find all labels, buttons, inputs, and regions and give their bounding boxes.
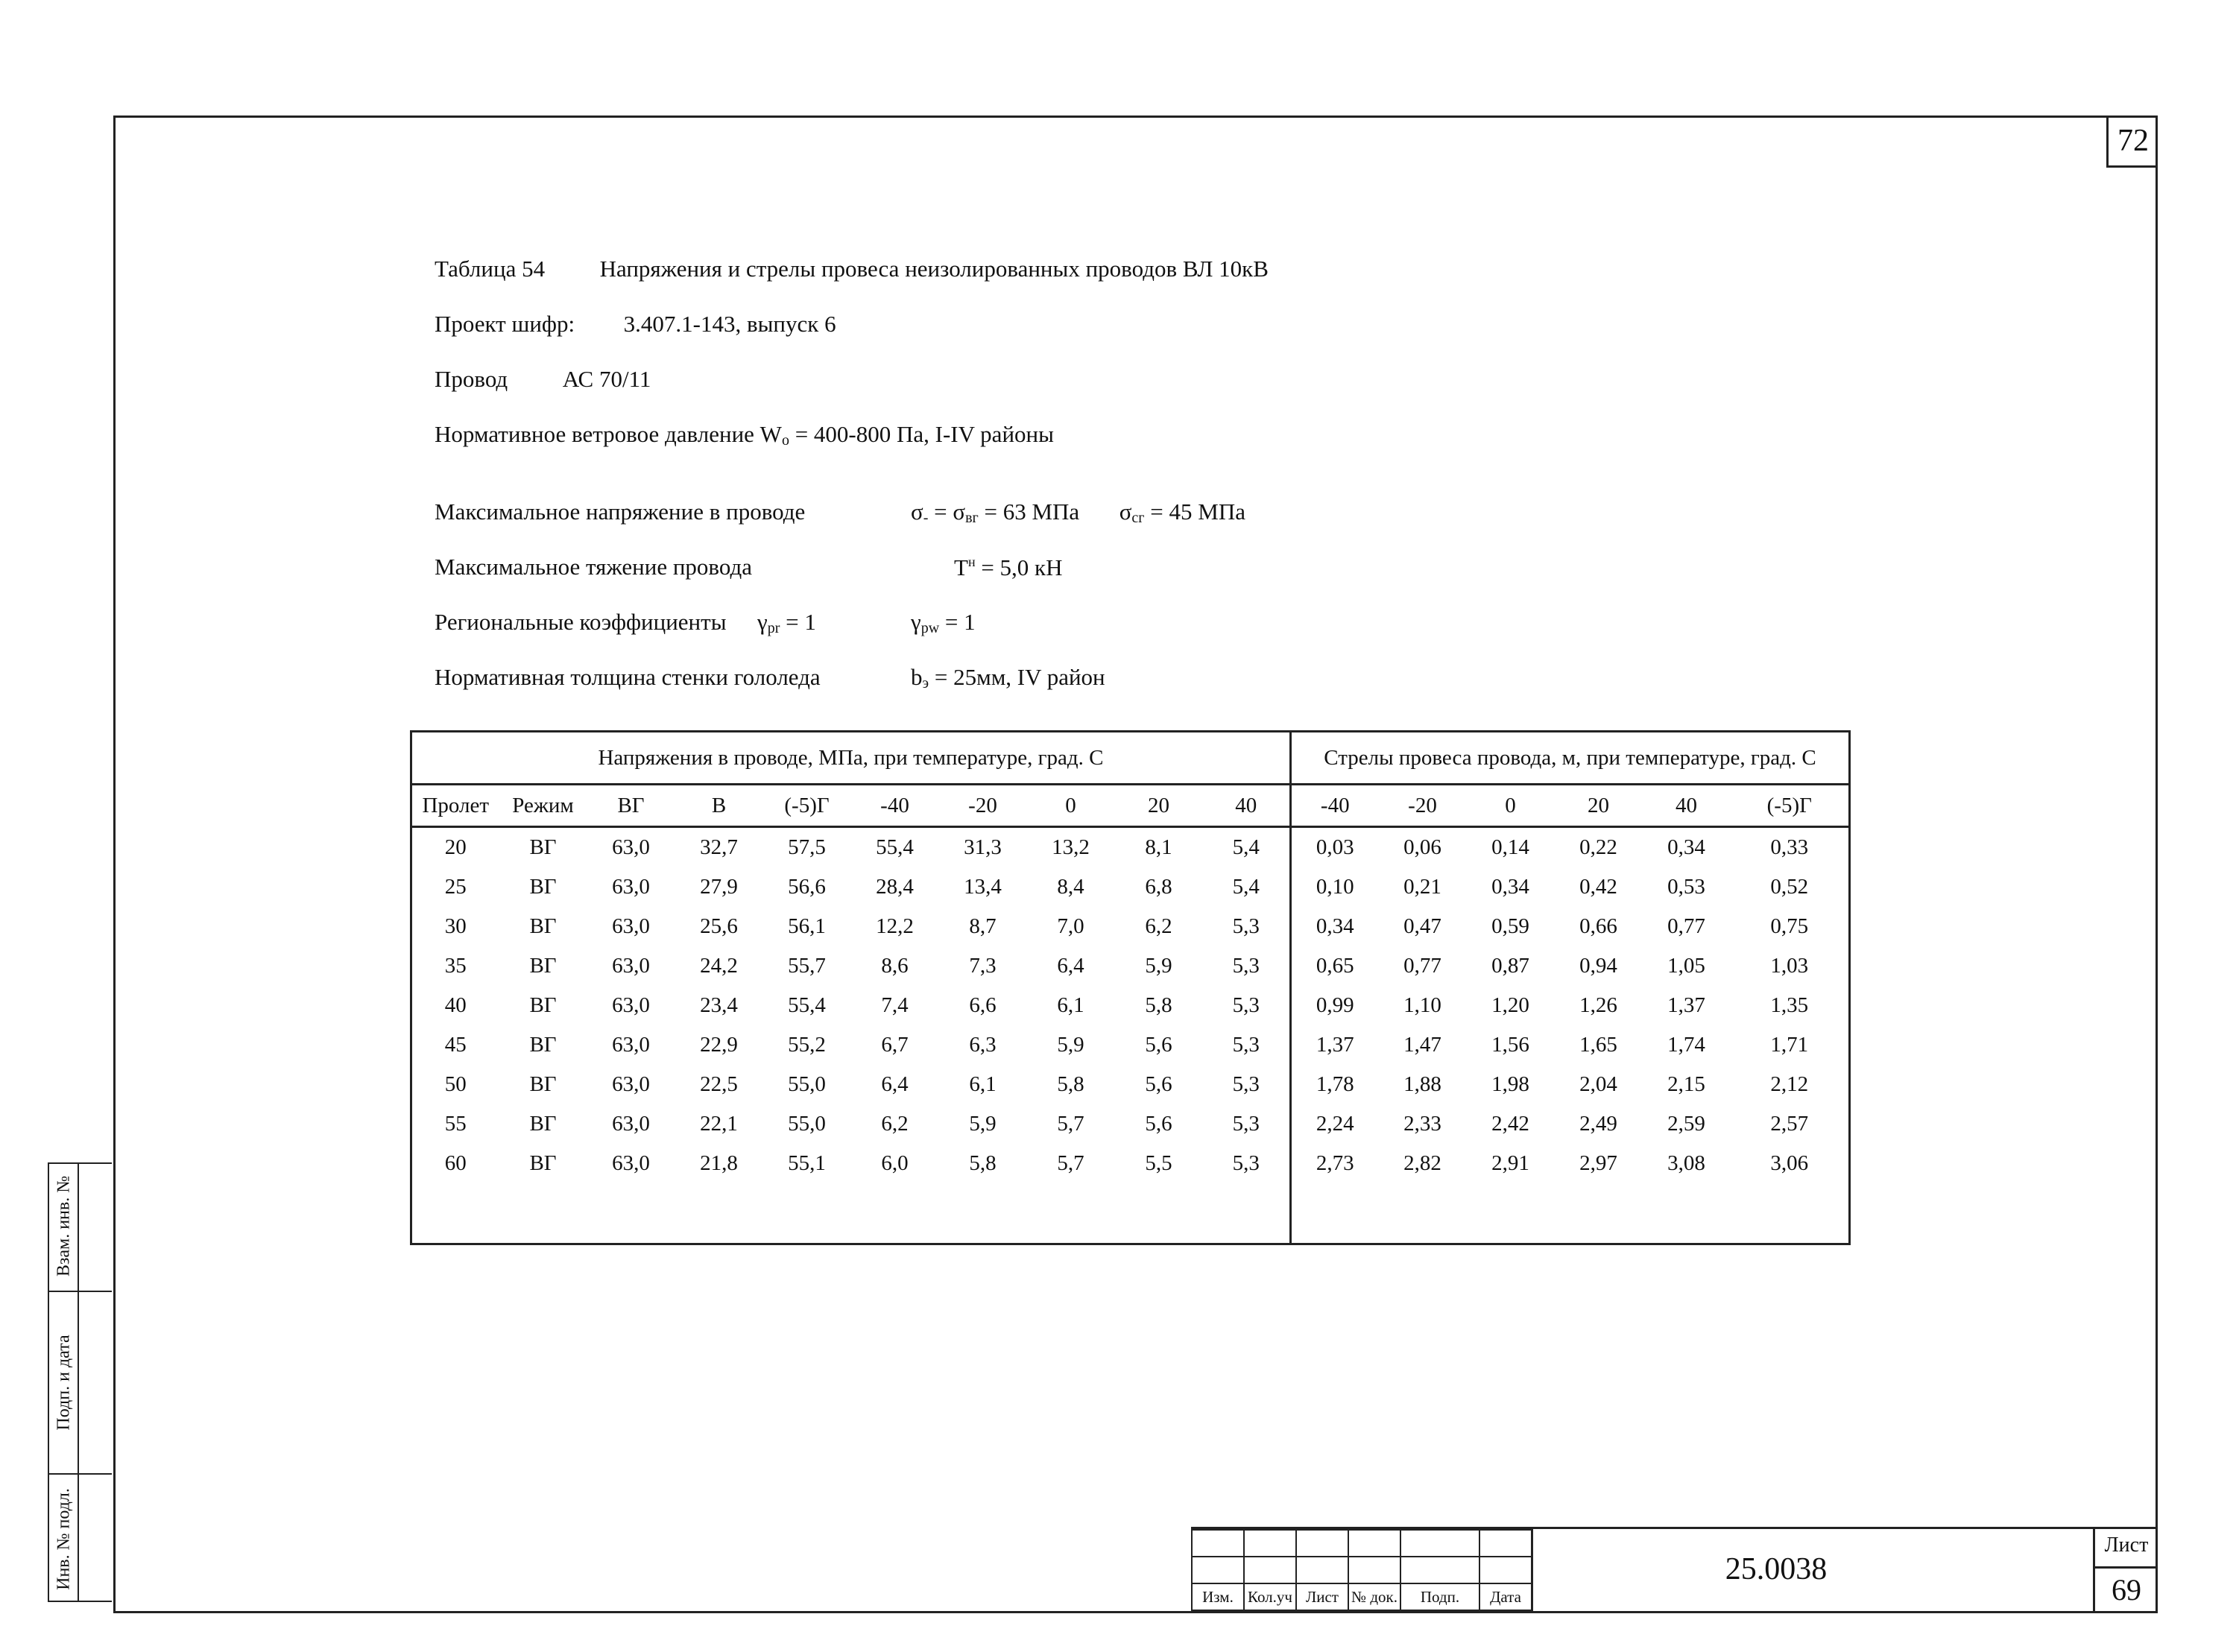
table-cell: 6,3 xyxy=(969,1033,997,1057)
table-cell: 6,0 xyxy=(881,1151,909,1175)
table-cell: 2,49 xyxy=(1579,1112,1617,1136)
table-cell: 0,42 xyxy=(1579,875,1617,899)
regional-label: Региональные коэффициенты xyxy=(435,609,727,635)
table-row xyxy=(411,907,1850,946)
sigma-sg-sub: сг xyxy=(1131,510,1145,526)
sheet-label: Лист xyxy=(2104,1534,2149,1557)
column-header: Режим xyxy=(499,785,587,827)
table-cell: 25,6 xyxy=(700,914,738,938)
column-header: ВГ xyxy=(587,785,675,827)
table-cell: 5,8 xyxy=(969,1151,997,1175)
table-cell: 0,34 xyxy=(1667,835,1705,859)
table-cell: 55,4 xyxy=(788,993,826,1017)
table-cell: 0,87 xyxy=(1491,954,1529,978)
column-header: 0 xyxy=(1027,785,1115,827)
table-cell: 1,37 xyxy=(1316,1033,1354,1057)
table-cell: 63,0 xyxy=(612,1151,650,1175)
table-cell: 63,0 xyxy=(612,993,650,1017)
replace-inv-label: Взам. инв. № xyxy=(54,1175,74,1277)
table-cell: 12,2 xyxy=(876,914,914,938)
table-cell: 3,08 xyxy=(1667,1151,1705,1175)
table-cell: 5,3 xyxy=(1203,946,1291,986)
table-cell: 5,4 xyxy=(1203,867,1291,907)
table-cell: 0,65 xyxy=(1316,954,1354,978)
table-cell: 1,10 xyxy=(1403,993,1441,1017)
side-stamp xyxy=(48,1162,112,1602)
table-cell: 8,4 xyxy=(1057,875,1084,899)
wire-line xyxy=(435,367,651,390)
table-cell: 1,35 xyxy=(1770,993,1809,1017)
table-cell: 55,1 xyxy=(788,1151,826,1175)
wind-label: Нормативное ветровое давление W xyxy=(435,421,782,447)
table-cell: 2,04 xyxy=(1579,1072,1617,1096)
table-cell: ВГ xyxy=(529,835,557,859)
ice-sub: э xyxy=(922,675,929,692)
table-cell: 0,21 xyxy=(1403,875,1441,899)
table-cell: 1,05 xyxy=(1667,954,1705,978)
table-cell: 35 xyxy=(444,954,467,978)
table-cell: 22,1 xyxy=(700,1112,738,1136)
table-cell: 2,59 xyxy=(1667,1112,1705,1136)
table-cell: 45 xyxy=(444,1033,467,1057)
sigma-eq: = σ xyxy=(928,499,966,525)
table-row xyxy=(411,867,1850,907)
table-cell: 63,0 xyxy=(612,954,650,978)
wind-line xyxy=(435,423,1054,448)
table-cell: 5,5 xyxy=(1145,1151,1172,1175)
table-cell: 0,14 xyxy=(1491,835,1529,859)
table-cell: 1,74 xyxy=(1667,1033,1705,1057)
table-cell: 2,42 xyxy=(1491,1112,1529,1136)
table-cell: 0,22 xyxy=(1579,835,1617,859)
revision-column-label: Кол.уч xyxy=(1244,1583,1296,1610)
table-cell: 23,4 xyxy=(700,993,738,1017)
table-cell: 56,6 xyxy=(788,875,826,899)
table-cell: 21,8 xyxy=(700,1151,738,1175)
table-cell: 6,2 xyxy=(881,1112,909,1136)
table-cell: ВГ xyxy=(529,1072,557,1096)
sheet-box xyxy=(2093,1529,2158,1613)
table-cell: 2,33 xyxy=(1403,1112,1441,1136)
wind-value: = 400-800 Па, I-IV районы xyxy=(789,421,1054,447)
tension-value: = 5,0 кН xyxy=(975,554,1063,580)
table-cell: ВГ xyxy=(529,875,557,899)
table-cell: ВГ xyxy=(529,954,557,978)
table-cell: ВГ xyxy=(529,1151,557,1175)
column-header: 0 xyxy=(1467,785,1555,827)
gamma-pr-value: = 1 xyxy=(780,609,816,635)
table-cell: 8,7 xyxy=(969,914,997,938)
table-cell: 28,4 xyxy=(876,875,914,899)
table-cell: ВГ xyxy=(529,1112,557,1136)
table-cell: 2,57 xyxy=(1770,1112,1809,1136)
table-cell: 5,6 xyxy=(1145,1072,1172,1096)
table-cell: 5,7 xyxy=(1057,1112,1084,1136)
table-cell: 20 xyxy=(444,835,467,859)
column-header: (-5)Г xyxy=(763,785,851,827)
project-value: 3.407.1-143, выпуск 6 xyxy=(623,311,836,337)
table-cell: 50 xyxy=(444,1072,467,1096)
table-cell: 5,3 xyxy=(1203,1065,1291,1104)
table-cell: 1,65 xyxy=(1579,1033,1617,1057)
table-row xyxy=(411,946,1850,986)
column-header: (-5)Г xyxy=(1731,785,1850,827)
table-cell: 0,94 xyxy=(1579,954,1617,978)
page-number: 72 xyxy=(2106,115,2158,168)
sigma-value: = 63 МПа xyxy=(978,499,1080,525)
table-cell: 5,9 xyxy=(969,1112,997,1136)
column-header: -40 xyxy=(851,785,939,827)
table-cell: 1,37 xyxy=(1667,993,1705,1017)
table-cell: 5,3 xyxy=(1203,907,1291,946)
ice-value xyxy=(911,665,1105,691)
table-row xyxy=(411,986,1850,1025)
tension-symbol: T xyxy=(954,554,968,580)
sigma-sg-value: = 45 МПа xyxy=(1144,499,1245,525)
table-cell: 2,82 xyxy=(1403,1151,1441,1175)
table-cell: 2,91 xyxy=(1491,1151,1529,1175)
side-stamp-divider xyxy=(78,1164,79,1601)
column-header: Пролет xyxy=(411,785,499,827)
table-cell: 1,03 xyxy=(1770,954,1809,978)
table-title: Напряжения и стрелы провеса неизолированных проводов ВЛ 10кВ xyxy=(599,256,1269,282)
side-stamp-rule xyxy=(49,1291,112,1292)
gamma-pr-symbol: γ xyxy=(757,609,768,635)
table-cell: 32,7 xyxy=(700,835,738,859)
table-cell: 5,9 xyxy=(1057,1033,1084,1057)
table-cell: 0,75 xyxy=(1770,914,1809,938)
table-cell: 1,78 xyxy=(1316,1072,1354,1096)
table-cell: 1,20 xyxy=(1491,993,1529,1017)
table-cell: 25 xyxy=(444,875,467,899)
max-tension-label: Максимальное тяжение провода xyxy=(435,554,752,580)
gamma-pw xyxy=(911,610,976,636)
table-cell: 1,56 xyxy=(1491,1033,1529,1057)
table-cell: 2,24 xyxy=(1316,1112,1354,1136)
max-stress-value xyxy=(911,500,1245,525)
table-cell: 1,47 xyxy=(1403,1033,1441,1057)
table-cell: 7,4 xyxy=(881,993,909,1017)
wire-label: Провод xyxy=(435,366,508,392)
table-cell: ВГ xyxy=(529,914,557,938)
table-cell: 6,8 xyxy=(1145,875,1172,899)
table-cell: 5,8 xyxy=(1057,1072,1084,1096)
table-cell: 55 xyxy=(444,1112,467,1136)
table-cell: 0,99 xyxy=(1316,993,1354,1017)
table-cell: 55,7 xyxy=(788,954,826,978)
table-cell: 0,77 xyxy=(1403,954,1441,978)
wind-sub: o xyxy=(781,432,789,449)
table-cell: ВГ xyxy=(529,1033,557,1057)
revision-column-label: № док. xyxy=(1348,1583,1400,1610)
column-header: 40 xyxy=(1643,785,1731,827)
table-cell: 2,15 xyxy=(1667,1072,1705,1096)
column-header: -20 xyxy=(1379,785,1467,827)
table-cell: ВГ xyxy=(529,993,557,1017)
sag-group-header: Стрелы провеса провода, м, при температуре, град. С xyxy=(1291,732,1850,785)
table-cell: 13,4 xyxy=(964,875,1002,899)
sign-date-label: Подп. и дата xyxy=(54,1335,74,1431)
table-cell: 2,73 xyxy=(1316,1151,1354,1175)
table-cell: 0,59 xyxy=(1491,914,1529,938)
tension-sup: н xyxy=(967,554,976,569)
table-row xyxy=(411,1104,1850,1144)
column-header: -20 xyxy=(939,785,1027,827)
table-cell: 63,0 xyxy=(612,835,650,859)
ice-symbol: b xyxy=(911,664,923,690)
table-caption xyxy=(435,257,1269,280)
table-cell: 6,1 xyxy=(969,1072,997,1096)
stress-sag-table xyxy=(410,730,1851,1245)
table-cell: 0,03 xyxy=(1316,835,1354,859)
column-header: В xyxy=(675,785,763,827)
column-header: -40 xyxy=(1291,785,1379,827)
table-cell: 0,06 xyxy=(1403,835,1441,859)
inv-label: Инв. № подл. xyxy=(54,1488,74,1590)
table-cell: 31,3 xyxy=(964,835,1002,859)
max-stress-label: Максимальное напряжение в проводе xyxy=(435,499,806,525)
table-row xyxy=(411,1144,1850,1183)
project-label: Проект шифр: xyxy=(435,311,575,337)
column-header: 20 xyxy=(1555,785,1643,827)
table-cell: 6,1 xyxy=(1057,993,1084,1017)
table-cell: 40 xyxy=(444,993,467,1017)
sigma-sg-symbol: σ xyxy=(1119,499,1132,525)
table-cell: 13,2 xyxy=(1052,835,1090,859)
table-cell: 6,4 xyxy=(881,1072,909,1096)
project-line xyxy=(435,312,836,335)
ice-value-text: = 25мм, IV район xyxy=(929,664,1105,690)
gamma-pw-value: = 1 xyxy=(939,609,976,635)
table-cell: 22,5 xyxy=(700,1072,738,1096)
table-cell: 56,1 xyxy=(788,914,826,938)
table-cell: 24,2 xyxy=(700,954,738,978)
gamma-pr-sub: pr xyxy=(767,620,780,636)
regional-line xyxy=(435,610,816,636)
table-spacer-row xyxy=(411,1183,1850,1244)
table-cell: 5,6 xyxy=(1145,1033,1172,1057)
table-cell: 30 xyxy=(444,914,467,938)
table-cell: 5,9 xyxy=(1145,954,1172,978)
table-cell: 55,4 xyxy=(876,835,914,859)
table-cell: 0,10 xyxy=(1316,875,1354,899)
table-cell: 63,0 xyxy=(612,1033,650,1057)
revision-column-label: Дата xyxy=(1479,1583,1532,1610)
gamma-pw-sub: pw xyxy=(920,620,940,636)
table-cell: 5,3 xyxy=(1203,1025,1291,1065)
column-header: 20 xyxy=(1115,785,1203,827)
table-cell: 5,4 xyxy=(1203,827,1291,868)
table-cell: 0,53 xyxy=(1667,875,1705,899)
table-cell: 63,0 xyxy=(612,1112,650,1136)
stress-group-header: Напряжения в проводе, МПа, при температуре, град. С xyxy=(411,732,1291,785)
table-cell: 3,06 xyxy=(1770,1151,1809,1175)
table-cell: 0,77 xyxy=(1667,914,1705,938)
table-row xyxy=(411,1065,1850,1104)
table-cell: 7,0 xyxy=(1057,914,1084,938)
revision-column-label: Изм. xyxy=(1192,1583,1244,1610)
table-cell: 0,52 xyxy=(1770,875,1809,899)
table-cell: 0,33 xyxy=(1770,835,1809,859)
table-cell: 8,1 xyxy=(1145,835,1172,859)
sigma-sub: - xyxy=(923,510,929,526)
table-cell: 0,47 xyxy=(1403,914,1441,938)
table-cell: 5,3 xyxy=(1203,1104,1291,1144)
sigma-vg-sub: вг xyxy=(965,510,979,526)
title-block xyxy=(1191,1527,2158,1613)
table-cell: 1,88 xyxy=(1403,1072,1441,1096)
table-cell: 2,12 xyxy=(1770,1072,1809,1096)
table-cell: 1,98 xyxy=(1491,1072,1529,1096)
table-cell: 57,5 xyxy=(788,835,826,859)
table-cell: 6,7 xyxy=(881,1033,909,1057)
table-cell: 55,0 xyxy=(788,1072,826,1096)
revision-column-label: Подп. xyxy=(1400,1583,1479,1610)
side-stamp-rule xyxy=(49,1473,112,1475)
table-cell: 63,0 xyxy=(612,875,650,899)
table-cell: 1,26 xyxy=(1579,993,1617,1017)
table-cell: 55,0 xyxy=(788,1112,826,1136)
document-code: 25.0038 xyxy=(1725,1552,1828,1586)
revision-grid xyxy=(1191,1529,1532,1611)
table-cell: 2,97 xyxy=(1579,1151,1617,1175)
gamma-pw-symbol: γ xyxy=(911,609,921,635)
table-cell: 5,7 xyxy=(1057,1151,1084,1175)
table-cell: 5,3 xyxy=(1203,1144,1291,1183)
table-cell: 5,6 xyxy=(1145,1112,1172,1136)
table-cell: 0,66 xyxy=(1579,914,1617,938)
table-cell: 1,71 xyxy=(1770,1033,1809,1057)
wire-value: АС 70/11 xyxy=(562,366,651,392)
table-cell: 27,9 xyxy=(700,875,738,899)
table-cell: 5,3 xyxy=(1203,986,1291,1025)
table-cell: 0,34 xyxy=(1491,875,1529,899)
table-cell: 55,2 xyxy=(788,1033,826,1057)
table-cell: 7,3 xyxy=(969,954,997,978)
table-row xyxy=(411,827,1850,868)
table-cell: 6,4 xyxy=(1057,954,1084,978)
table-cell: 60 xyxy=(444,1151,467,1175)
table-cell: 6,6 xyxy=(969,993,997,1017)
sheet-number: 69 xyxy=(2095,1566,2158,1611)
max-tension-value xyxy=(954,555,1063,579)
table-cell: 22,9 xyxy=(700,1033,738,1057)
table-cell: 63,0 xyxy=(612,914,650,938)
table-cell: 0,34 xyxy=(1316,914,1354,938)
column-header: 40 xyxy=(1203,785,1291,827)
table-cell: 6,2 xyxy=(1145,914,1172,938)
table-cell: 63,0 xyxy=(612,1072,650,1096)
ice-label: Нормативная толщина стенки гололеда xyxy=(435,664,821,690)
revision-column-label: Лист xyxy=(1296,1583,1348,1610)
table-row xyxy=(411,1025,1850,1065)
table-label: Таблица 54 xyxy=(435,256,546,282)
table-cell: 8,6 xyxy=(881,954,909,978)
table-cell: 5,8 xyxy=(1145,993,1172,1017)
sigma-symbol: σ xyxy=(911,499,923,525)
